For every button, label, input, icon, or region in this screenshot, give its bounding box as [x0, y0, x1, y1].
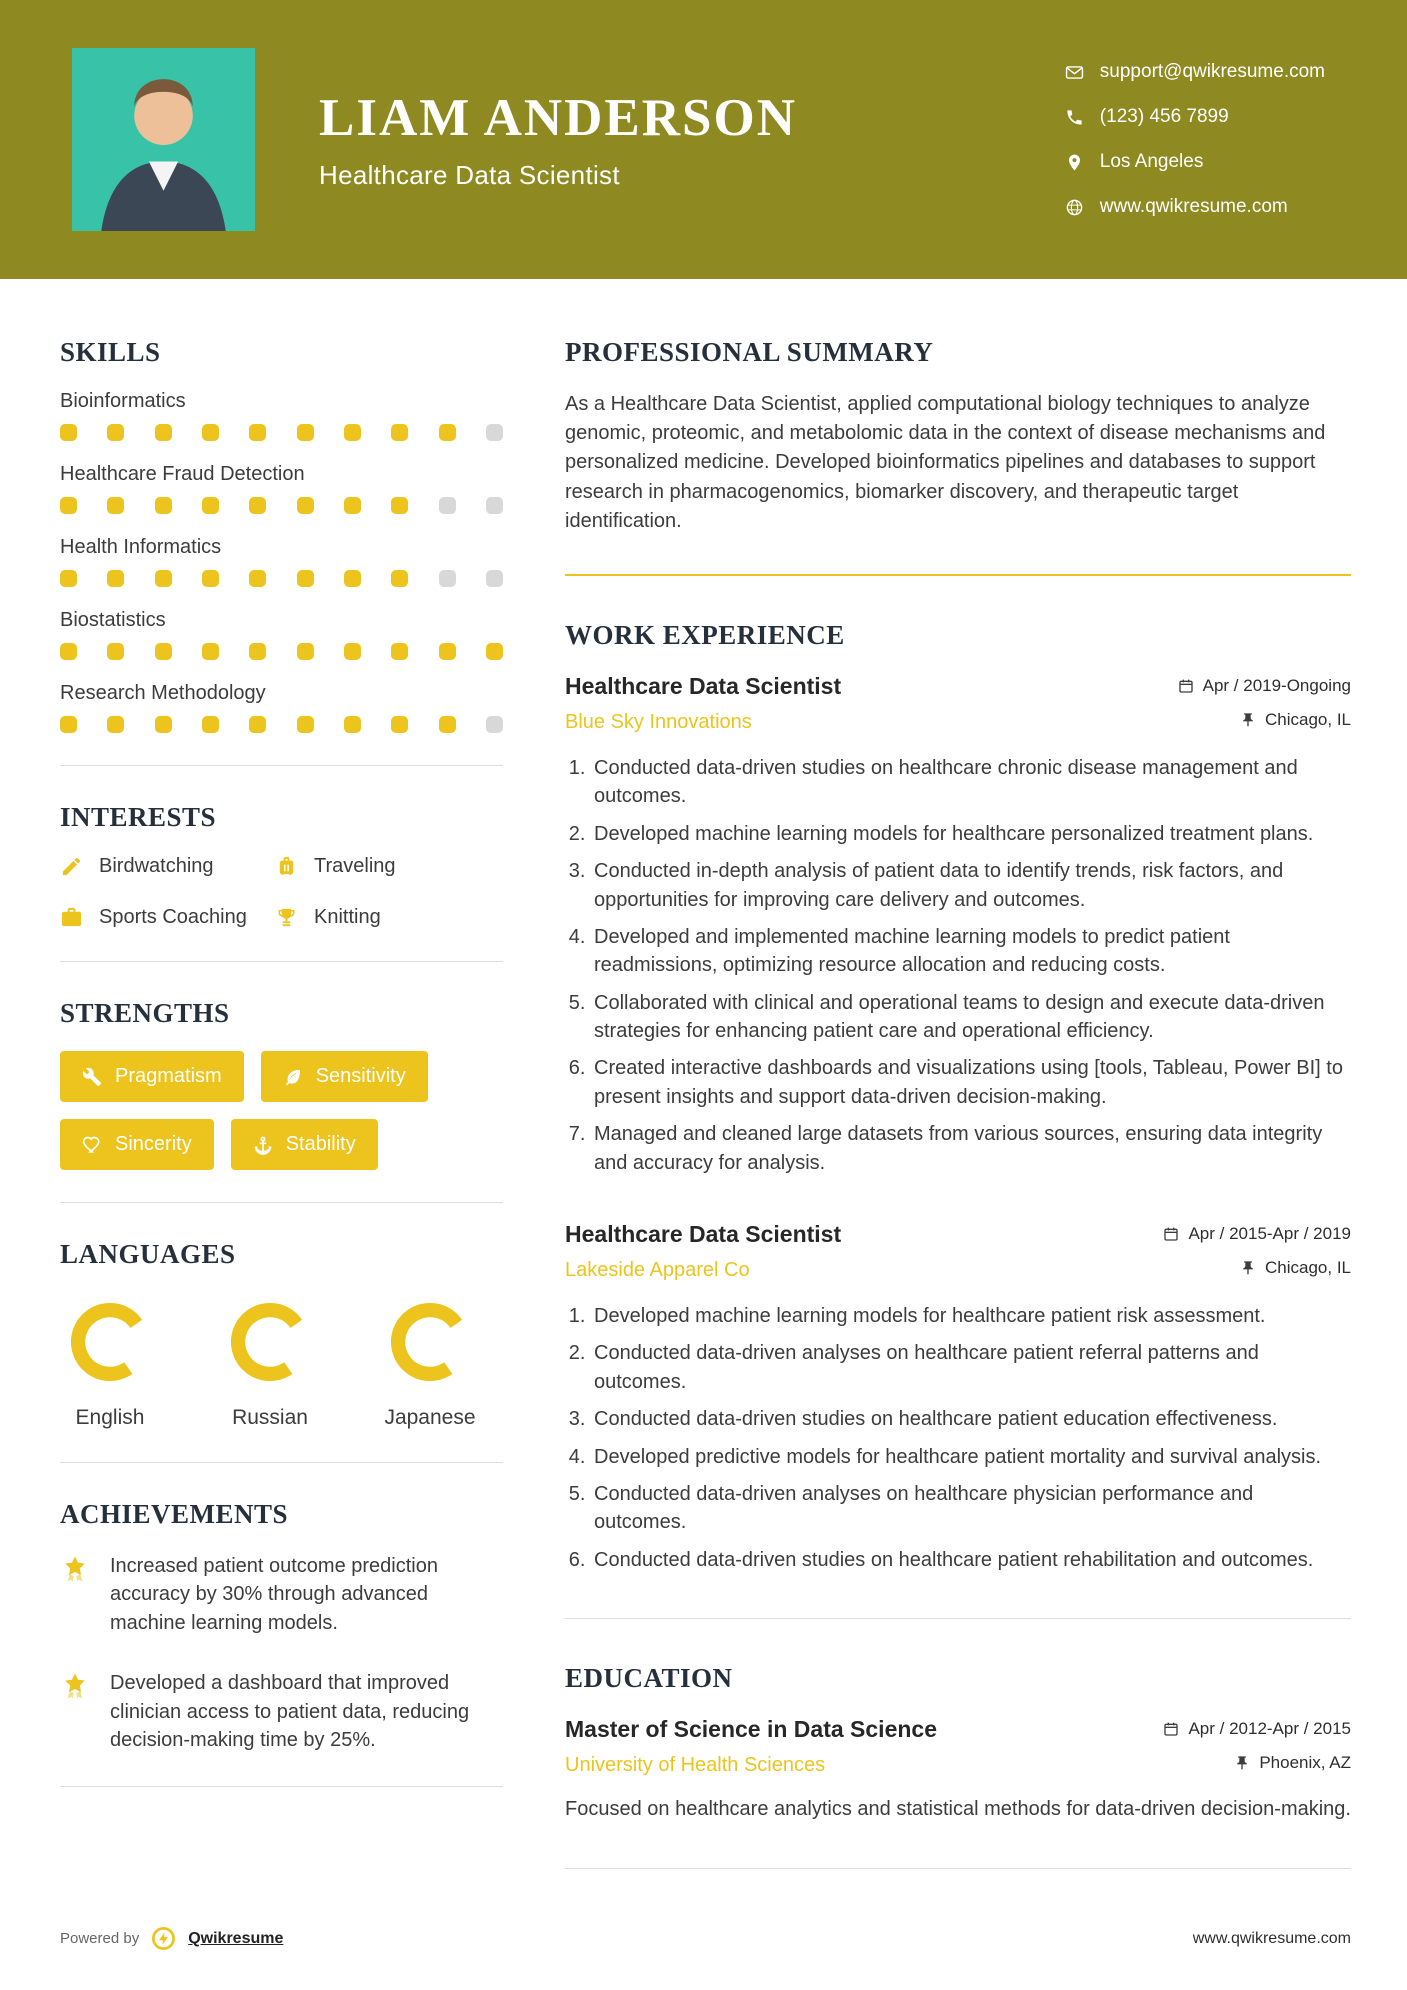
job-entry — [565, 673, 1351, 1177]
skill-dot — [439, 716, 456, 733]
experience-section — [565, 620, 1351, 1574]
company-name: Blue Sky Innovations — [565, 710, 752, 733]
skill-dot — [439, 570, 456, 587]
duty-item: 7. Managed and cleaned large datasets from various sources, ensuring data integrity and accuracy for analysis. — [591, 1120, 1351, 1177]
language-level-arc — [66, 1298, 154, 1386]
divider — [60, 1786, 503, 1787]
skill-dot — [486, 497, 503, 514]
skill-rating — [60, 716, 503, 733]
education-heading: EDUCATION — [565, 1663, 733, 1694]
strengths-list — [60, 1051, 503, 1170]
job-header-row — [565, 1221, 1351, 1248]
skill-dot — [439, 424, 456, 441]
left-column — [60, 337, 503, 1913]
skill-dot — [486, 424, 503, 441]
language-item — [60, 1298, 160, 1430]
divider — [565, 1618, 1351, 1619]
strength-label: Pragmatism — [115, 1065, 222, 1087]
strength-badge — [261, 1051, 428, 1102]
strength-badge — [231, 1119, 378, 1170]
job-subheader-row — [565, 710, 1351, 734]
language-item — [220, 1298, 320, 1430]
interest-label: Traveling — [314, 855, 396, 877]
interest-label: Sports Coaching — [99, 906, 247, 928]
school-name: University of Health Sciences — [565, 1754, 826, 1777]
skill-dot — [107, 497, 124, 514]
divider — [60, 765, 503, 766]
trophy-icon — [275, 906, 298, 929]
skill-dot — [107, 643, 124, 660]
accent-divider — [565, 574, 1351, 576]
contact-email[interactable] — [1065, 61, 1325, 83]
experience-heading: WORK EXPERIENCE — [565, 619, 845, 650]
job-duties — [565, 754, 1351, 1177]
strength-label: Sincerity — [115, 1133, 192, 1155]
divider — [565, 1868, 1351, 1869]
job-location-text: Chicago, IL — [1265, 1258, 1351, 1278]
strengths-section — [60, 998, 503, 1170]
calendar-icon — [1163, 1721, 1179, 1737]
interests-section — [60, 802, 503, 929]
person-name: LIAM ANDERSON — [319, 89, 798, 147]
email-icon — [1065, 63, 1084, 82]
skill-name: Health Informatics — [60, 536, 222, 558]
duty-item: 6. Created interactive dashboards and visualizations using [tools, Tableau, Power BI] to present insights and support data-driven decision-making. — [591, 1054, 1351, 1111]
skill-dot — [155, 643, 172, 660]
content-columns — [0, 279, 1407, 1913]
contact-location-text: Los Angeles — [1099, 151, 1204, 172]
skill-dot — [249, 497, 266, 514]
briefcase-icon — [60, 906, 83, 929]
job-subheader-row — [565, 1258, 1351, 1282]
skill-dot — [297, 570, 314, 587]
education-header-row — [565, 1716, 1351, 1743]
anchor-icon — [253, 1135, 273, 1155]
phone-icon — [1065, 108, 1084, 127]
skill-name: Biostatistics — [60, 609, 166, 631]
skill-item — [60, 682, 503, 733]
skills-section — [60, 337, 503, 733]
interest-item — [60, 906, 275, 929]
job-dates — [1163, 1224, 1351, 1244]
duty-item: 5. Collaborated with clinical and operational teams to design and execute data-driven strategies for enhancing patient care and operational efficiency. — [591, 989, 1351, 1046]
education-dates — [1163, 1719, 1351, 1739]
contact-email-text: support@qwikresume.com — [1099, 61, 1325, 82]
skill-dot — [439, 497, 456, 514]
skill-dot — [155, 716, 172, 733]
strength-badge — [60, 1051, 244, 1102]
skill-dot — [107, 424, 124, 441]
skill-dot — [249, 424, 266, 441]
luggage-icon — [275, 855, 298, 878]
skill-dot — [297, 643, 314, 660]
achievement-text: Developed a dashboard that improved clinician access to patient data, reducing decision-making time by 25%. — [110, 1672, 470, 1751]
skill-dot — [155, 497, 172, 514]
education-section — [565, 1663, 1351, 1824]
skill-name: Research Methodology — [60, 682, 266, 704]
company-name: Lakeside Apparel Co — [565, 1259, 750, 1282]
heart-icon — [82, 1135, 102, 1155]
strength-label: Stability — [285, 1133, 356, 1155]
powered-by-block — [60, 1925, 283, 1952]
duty-item: 3. Conducted data-driven studies on healthcare patient education effectiveness. — [591, 1405, 1351, 1433]
job-header-row — [565, 673, 1351, 700]
contact-list — [1065, 61, 1325, 218]
language-label: English — [75, 1406, 145, 1429]
interest-label: Knitting — [314, 906, 381, 928]
education-entry — [565, 1716, 1351, 1824]
achievement-item — [60, 1669, 503, 1754]
job-location — [1240, 710, 1351, 730]
divider — [60, 961, 503, 962]
interest-label: Birdwatching — [99, 855, 214, 877]
job-title: Healthcare Data Scientist — [565, 672, 842, 699]
skill-dot — [344, 643, 361, 660]
skill-dot — [60, 716, 77, 733]
skill-rating — [60, 570, 503, 587]
interest-item — [275, 855, 503, 878]
skill-dot — [60, 424, 77, 441]
job-dates — [1178, 676, 1351, 696]
skill-dot — [202, 424, 219, 441]
skill-dot — [391, 716, 408, 733]
person-job-title: Healthcare Data Scientist — [319, 160, 620, 190]
calendar-icon — [1163, 1226, 1179, 1242]
pen-icon — [60, 855, 83, 878]
languages-heading: LANGUAGES — [60, 1239, 236, 1269]
skill-dot — [297, 497, 314, 514]
powered-by-label: Powered by — [60, 1930, 140, 1947]
right-column — [565, 337, 1351, 1913]
duty-item: 4. Developed predictive models for healthcare patient mortality and survival analysis. — [591, 1443, 1351, 1471]
duty-item: 1. Developed machine learning models for healthcare patient risk assessment. — [591, 1302, 1351, 1330]
skill-dot — [107, 570, 124, 587]
achievements-section — [60, 1499, 503, 1754]
skill-dot — [249, 643, 266, 660]
contact-location[interactable] — [1065, 151, 1325, 173]
profile-photo-placeholder — [72, 48, 255, 231]
skill-dot — [202, 570, 219, 587]
job-dates-text: Apr / 2015-Apr / 2019 — [1188, 1224, 1351, 1244]
skill-dot — [344, 424, 361, 441]
language-level-arc — [226, 1298, 314, 1386]
skill-dot — [486, 570, 503, 587]
contact-website[interactable] — [1065, 196, 1325, 218]
calendar-icon — [1178, 678, 1194, 694]
wrench-icon — [82, 1067, 102, 1087]
skill-dot — [155, 570, 172, 587]
qwikresume-brand-link[interactable]: Qwikresume — [188, 1929, 284, 1947]
languages-list — [60, 1292, 503, 1430]
skill-rating — [60, 643, 503, 660]
summary-section — [565, 337, 1351, 536]
skill-dot — [344, 570, 361, 587]
globe-icon — [1065, 198, 1084, 217]
duty-item: 3. Conducted in-depth analysis of patient data to identify trends, risk factors, and opportunities for improving care delivery and outcomes. — [591, 857, 1351, 914]
skill-item — [60, 390, 503, 441]
duty-item: 1. Conducted data-driven studies on healthcare chronic disease management and outcomes. — [591, 754, 1351, 811]
skill-dot — [107, 716, 124, 733]
strength-badge — [60, 1119, 214, 1170]
interests-heading: INTERESTS — [60, 802, 217, 832]
skill-item — [60, 609, 503, 660]
job-title: Healthcare Data Scientist — [565, 1221, 842, 1248]
job-duties — [565, 1302, 1351, 1574]
skill-rating — [60, 424, 503, 441]
skill-dot — [249, 570, 266, 587]
education-subheader-row — [565, 1753, 1351, 1777]
skill-dot — [297, 424, 314, 441]
strengths-heading: STRENGTHS — [60, 998, 230, 1028]
language-level-arc — [386, 1298, 474, 1386]
education-location — [1234, 1753, 1351, 1773]
skill-dot — [249, 716, 266, 733]
duty-item: 6. Conducted data-driven studies on healthcare patient rehabilitation and outcomes. — [591, 1546, 1351, 1574]
job-location — [1240, 1258, 1351, 1278]
qwikresume-logo-icon — [150, 1925, 177, 1952]
pin-icon — [1234, 1755, 1250, 1771]
interest-item — [60, 855, 275, 878]
skill-dot — [486, 716, 503, 733]
degree-title: Master of Science in Data Science — [565, 1716, 937, 1743]
job-dates-text: Apr / 2019-Ongoing — [1202, 675, 1351, 695]
divider — [60, 1462, 503, 1463]
skill-name: Healthcare Fraud Detection — [60, 463, 305, 485]
skill-name: Bioinformatics — [60, 390, 186, 412]
achievement-item — [60, 1552, 503, 1637]
job-entry — [565, 1221, 1351, 1574]
duty-item: 2. Conducted data-driven analyses on healthcare patient referral patterns and outcomes. — [591, 1339, 1351, 1396]
pin-icon — [1240, 1260, 1256, 1276]
award-icon — [60, 1554, 90, 1584]
identity-block — [319, 88, 797, 191]
profile-photo — [72, 48, 255, 231]
achievement-text: Increased patient outcome prediction accuracy by 30% through advanced machine learning models. — [110, 1555, 438, 1634]
education-location-text: Phoenix, AZ — [1259, 1753, 1351, 1773]
skill-dot — [486, 643, 503, 660]
skill-rating — [60, 497, 503, 514]
skill-dot — [202, 716, 219, 733]
skill-dot — [297, 716, 314, 733]
education-dates-text: Apr / 2012-Apr / 2015 — [1188, 1719, 1351, 1739]
contact-website-text: www.qwikresume.com — [1099, 196, 1288, 217]
skill-dot — [391, 643, 408, 660]
duty-item: 4. Developed and implemented machine learning models to predict patient readmissions, optimizing resource allocation and reducing costs. — [591, 923, 1351, 980]
language-label: Russian — [232, 1406, 308, 1429]
skill-item — [60, 536, 503, 587]
duty-item: 2. Developed machine learning models for healthcare personalized treatment plans. — [591, 820, 1351, 848]
footer-website-link[interactable]: www.qwikresume.com — [1192, 1929, 1351, 1947]
summary-text: As a Healthcare Data Scientist, applied computational biology techniques to analyze genomic, proteomic, and metabolomic data in the context of disease mechanisms and personalized medicine. Developed bioinformatics pipelines and databases to support research in pharmacogenomics, biomarker discovery, and therapeutic target identification. — [565, 393, 1326, 532]
skill-dot — [202, 643, 219, 660]
duty-item: 5. Conducted data-driven analyses on healthcare physician performance and outcomes. — [591, 1480, 1351, 1537]
skill-dot — [60, 570, 77, 587]
divider — [60, 1202, 503, 1203]
skills-heading: SKILLS — [60, 337, 161, 367]
header — [0, 0, 1407, 279]
pin-icon — [1240, 712, 1256, 728]
location-icon — [1065, 153, 1084, 172]
skill-item — [60, 463, 503, 514]
skill-dot — [391, 570, 408, 587]
skill-dot — [391, 497, 408, 514]
contact-phone[interactable] — [1065, 106, 1325, 128]
award-icon — [60, 1671, 90, 1701]
skill-dot — [439, 643, 456, 660]
skill-dot — [344, 716, 361, 733]
language-item — [380, 1298, 480, 1430]
interest-item — [275, 906, 503, 929]
skill-dot — [391, 424, 408, 441]
footer — [60, 1925, 1351, 1952]
job-location-text: Chicago, IL — [1265, 709, 1351, 729]
language-label: Japanese — [384, 1406, 476, 1429]
skill-dot — [60, 643, 77, 660]
contact-phone-text: (123) 456 7899 — [1099, 106, 1229, 127]
leaf-icon — [283, 1067, 303, 1087]
achievements-heading: ACHIEVEMENTS — [60, 1499, 289, 1529]
interests-grid — [60, 855, 503, 929]
languages-section — [60, 1239, 503, 1430]
summary-heading: PROFESSIONAL SUMMARY — [565, 337, 934, 367]
education-note: Focused on healthcare analytics and statistical methods for data-driven decision-making. — [565, 1798, 1351, 1821]
skill-dot — [60, 497, 77, 514]
skill-dot — [344, 497, 361, 514]
strength-label: Sensitivity — [315, 1065, 406, 1087]
skill-dot — [155, 424, 172, 441]
skill-dot — [202, 497, 219, 514]
